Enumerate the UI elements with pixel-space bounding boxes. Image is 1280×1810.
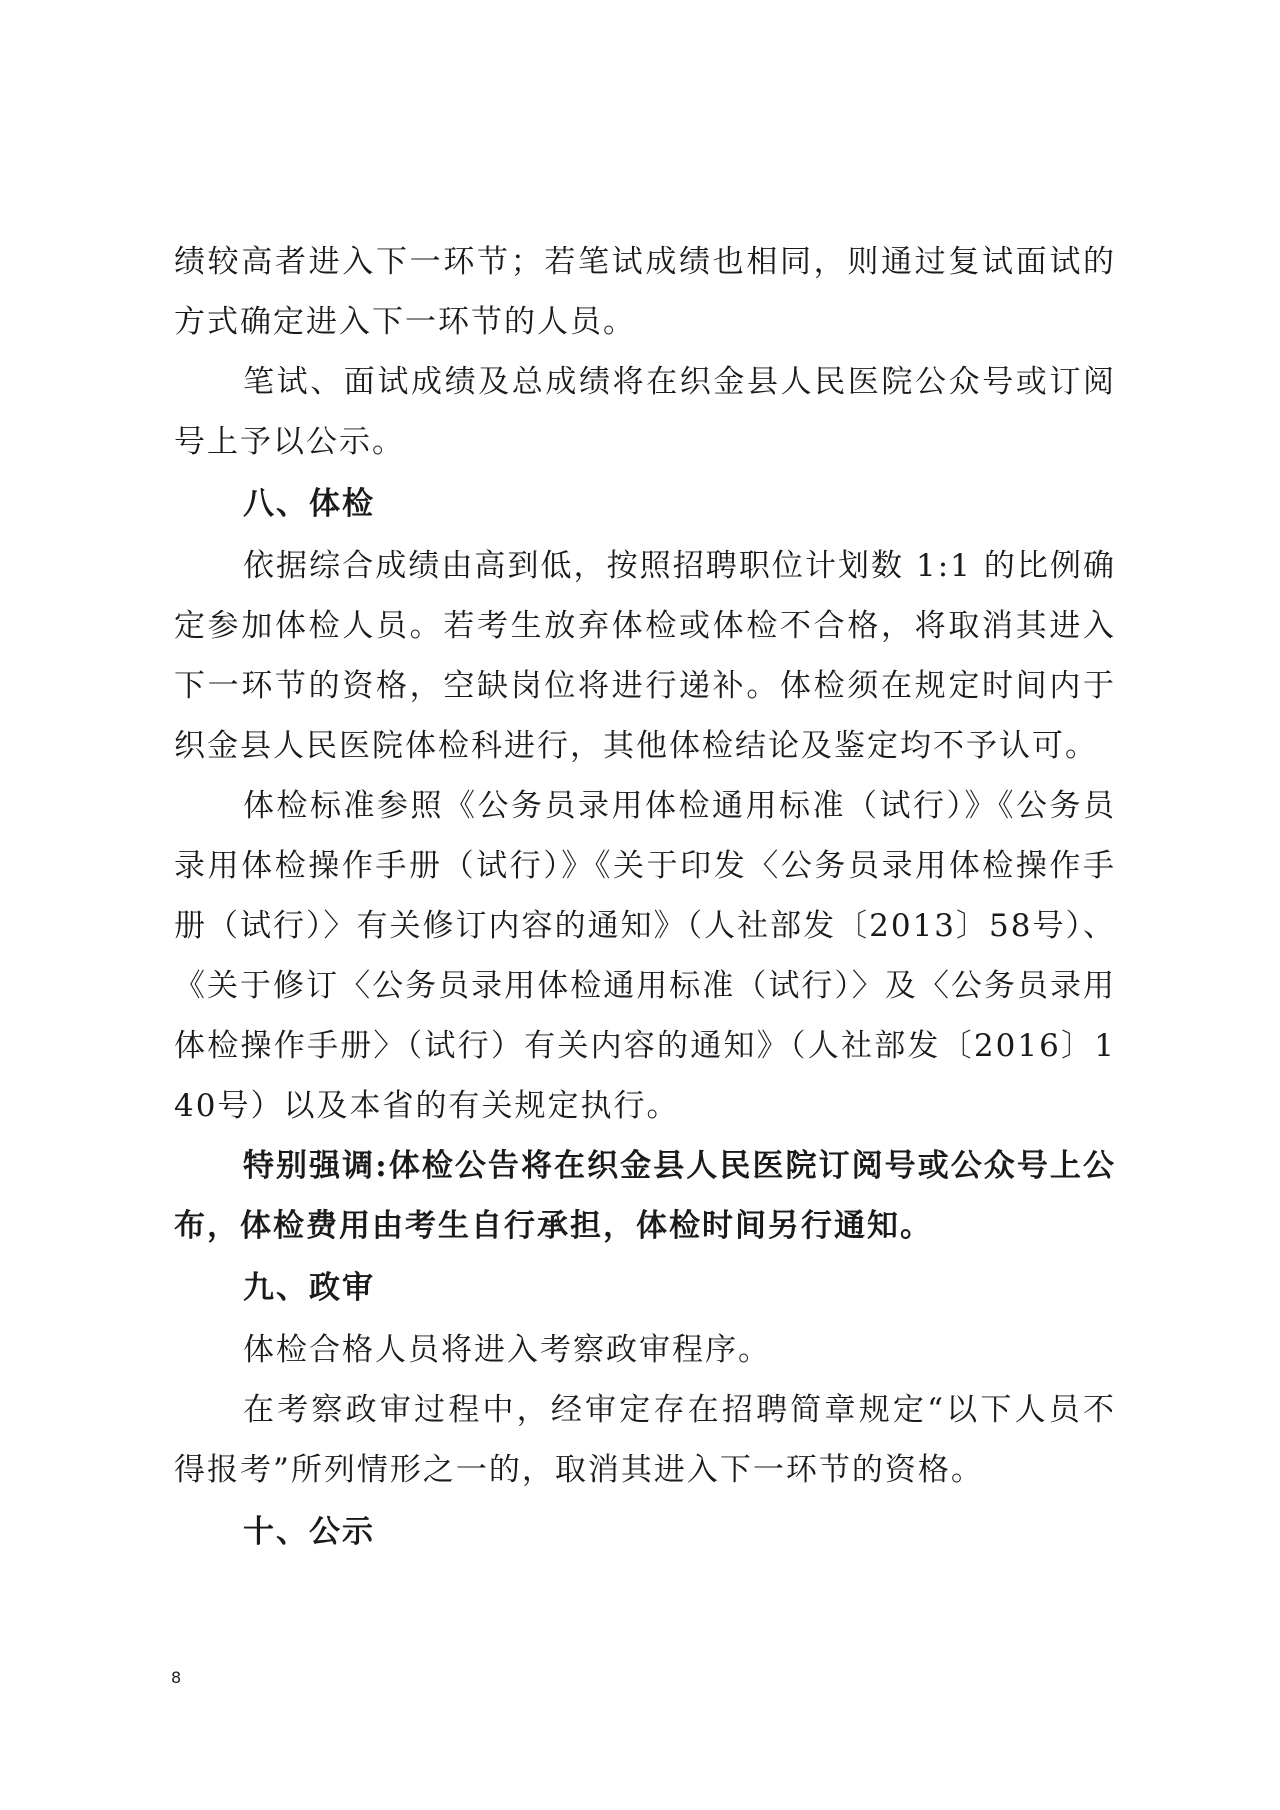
section-heading-political-review: 九、政审 xyxy=(243,1270,375,1306)
document-body xyxy=(174,232,1116,1564)
section-heading-medical-exam: 八、体检 xyxy=(243,486,375,522)
page-number: 8 xyxy=(171,1668,182,1687)
section-heading-publicity: 十、公示 xyxy=(243,1514,375,1550)
paragraph-medical-exam-selection: 依据综合成绩由高到低，按照招聘职位计划数 1:1 的比例确定参加体检人员。若考生放弃体检或体检不合格，将取消其进入下一环节的资格，空缺岗位将进行递补。体检须在规定时间内于织金县人民医院体检科进行，其他体检结论及鉴定均不予认可。 xyxy=(174,548,1116,764)
paragraph-score-publication: 笔试、面试成绩及总成绩将在织金县人民医院公众号或订阅号上予以公示。 xyxy=(174,364,1116,460)
paragraph-special-emphasis: 特别强调:体检公告将在织金县人民医院订阅号或公众号上公布，体检费用由考生自行承担，体检时间另行通知。 xyxy=(174,1148,1116,1244)
paragraph-review-disqualification: 在考察政审过程中，经审定存在招聘简章规定“以下人员不得报考”所列情形之一的，取消其进入下一环节的资格。 xyxy=(174,1392,1116,1488)
paragraph-medical-exam-standards: 体检标准参照《公务员录用体检通用标准（试行）》《公务员录用体检操作手册（试行）》《关于印发〈公务员录用体检操作手册（试行）〉有关修订内容的通知》（人社部发〔2013〕58号）、《关于修订〈公务员录用体检通用标准（试行）〉及〈公务员录用体检操作手册〉（试行）有关内容的通知》（人社部发〔2016〕140号）以及本省的有关规定执行。 xyxy=(174,788,1116,1124)
paragraph-review-procedure: 体检合格人员将进入考察政审程序。 xyxy=(243,1332,771,1368)
paragraph-written-tiebreak: 绩较高者进入下一环节；若笔试成绩也相同，则通过复试面试的方式确定进入下一环节的人员。 xyxy=(174,244,1116,340)
